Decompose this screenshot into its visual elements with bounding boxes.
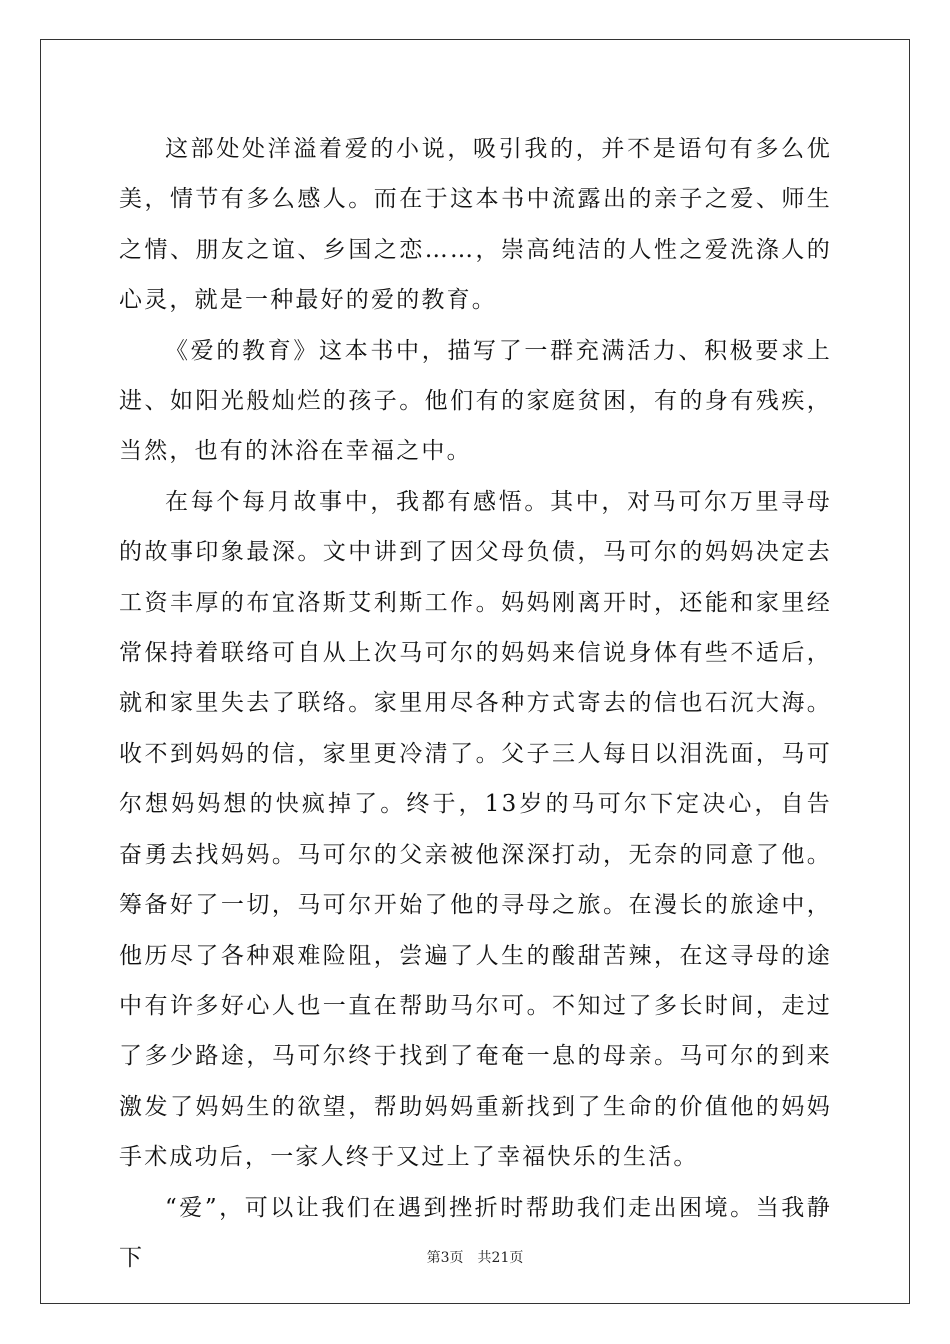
page-number-footer: 第3页 共21页 [426,1250,524,1266]
paragraph-3: 在每个每月故事中，我都有感悟。其中，对马可尔万里寻母的故事印象最深。文中讲到了因父母负债，马可尔的妈妈决定去工资丰厚的布宜洛斯艾利斯工作。妈妈刚离开时，还能和家里经常保持着联络可自从上次马可尔的妈妈来信说身体有些不适后，就和家里失去了联络。家里用尽各种方式寄去的信也石沉大海。收不到妈妈的信，家里更冷清了。父子三人每日以泪洗面，马可尔想妈妈想的快疯掉了。终于，13岁的马可尔下定决心，自告奋勇去找妈妈。马可尔的父亲被他深深打动，无奈的同意了他。筹备好了一切，马可尔开始了他的寻母之旅。在漫长的旅途中，他历尽了各种艰难险阻，尝遍了人生的酸甜苦辣，在这寻母的途中有许多好心人也一直在帮助马尔可。不知过了多长时间，走过了多少路途，马可尔终于找到了奄奄一息的母亲。马可尔的到来激发了妈妈生的欲望，帮助妈妈重新找到了生命的价值他的妈妈手术成功后，一家人终于又过上了幸福快乐的生活。 [119,488,832,1171]
paragraph-1: 这部处处洋溢着爱的小说，吸引我的，并不是语句有多么优美，情节有多么感人。而在于这本书中流露出的亲子之爱、师生之情、朋友之谊、乡国之恋……，崇高纯洁的人性之爱洗涤人的心灵，就是一种最好的爱的教育。 [119,136,832,314]
paragraph-4: “爱”，可以让我们在遇到挫折时帮助我们走出困境。当我静下 [119,1194,832,1271]
document-body [119,124,832,1283]
paragraph-2: 《爱的教育》这本书中，描写了一群充满活力、积极要求上进、如阳光般灿烂的孩子。他们有的家庭贫困，有的身有残疾，当然，也有的沐浴在幸福之中。 [119,337,832,465]
